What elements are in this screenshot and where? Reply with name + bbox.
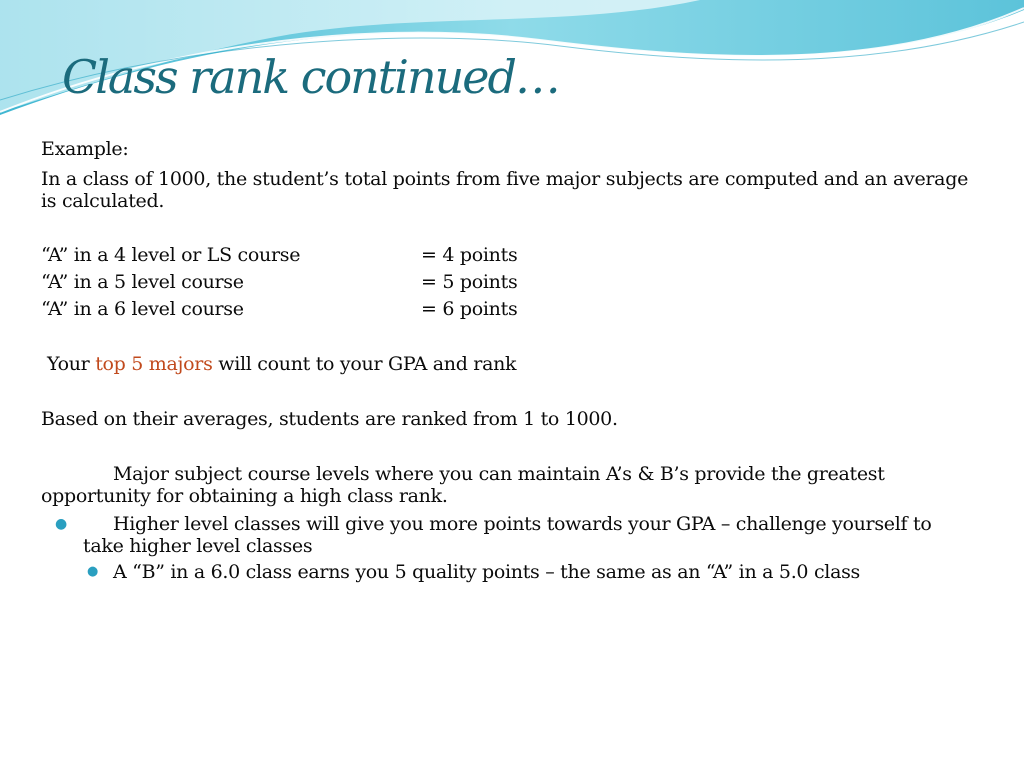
title-ellipsis: … xyxy=(514,50,559,104)
sub-bullet-text: A “B” in a 6.0 class earns you 5 quality points – the same as an “A” in a 5.0 class xyxy=(113,561,861,583)
bullet-dot-icon: ● xyxy=(55,516,67,532)
slide-title: Class rank continued… xyxy=(62,50,559,104)
bullet-text: Higher level classes will give you more points towards your GPA – challenge yourself to take higher level classes xyxy=(83,513,932,557)
points-row xyxy=(41,271,971,293)
points-label: “A” in a 5 level course xyxy=(41,271,244,293)
sub-bullet-quality-points xyxy=(41,561,971,583)
points-label: “A” in a 6 level course xyxy=(41,298,244,320)
intro-text: In a class of 1000, the student’s total points from five major subjects are computed and an average is calculated. xyxy=(41,168,969,212)
bullet-higher-level xyxy=(41,513,971,557)
points-value: = 6 points xyxy=(421,298,518,320)
points-value: = 5 points xyxy=(421,271,518,293)
top5-highlight: top 5 majors xyxy=(95,353,213,375)
bullet-dot-icon: ● xyxy=(87,564,99,579)
example-label: Example: xyxy=(41,138,129,160)
top5-line: Your top 5 majors will count to your GPA and rank xyxy=(47,353,517,375)
points-label: “A” in a 4 level or LS course xyxy=(41,244,301,266)
slide-body xyxy=(41,138,971,583)
ranked-text: Based on their averages, students are ranked from 1 to 1000. xyxy=(41,408,618,430)
points-value: = 4 points xyxy=(421,244,518,266)
opportunity-text: Major subject course levels where you can maintain A’s & B’s provide the greatest opportunity for obtaining a high class rank. xyxy=(41,463,885,507)
points-row xyxy=(41,244,971,266)
points-row xyxy=(41,298,971,320)
